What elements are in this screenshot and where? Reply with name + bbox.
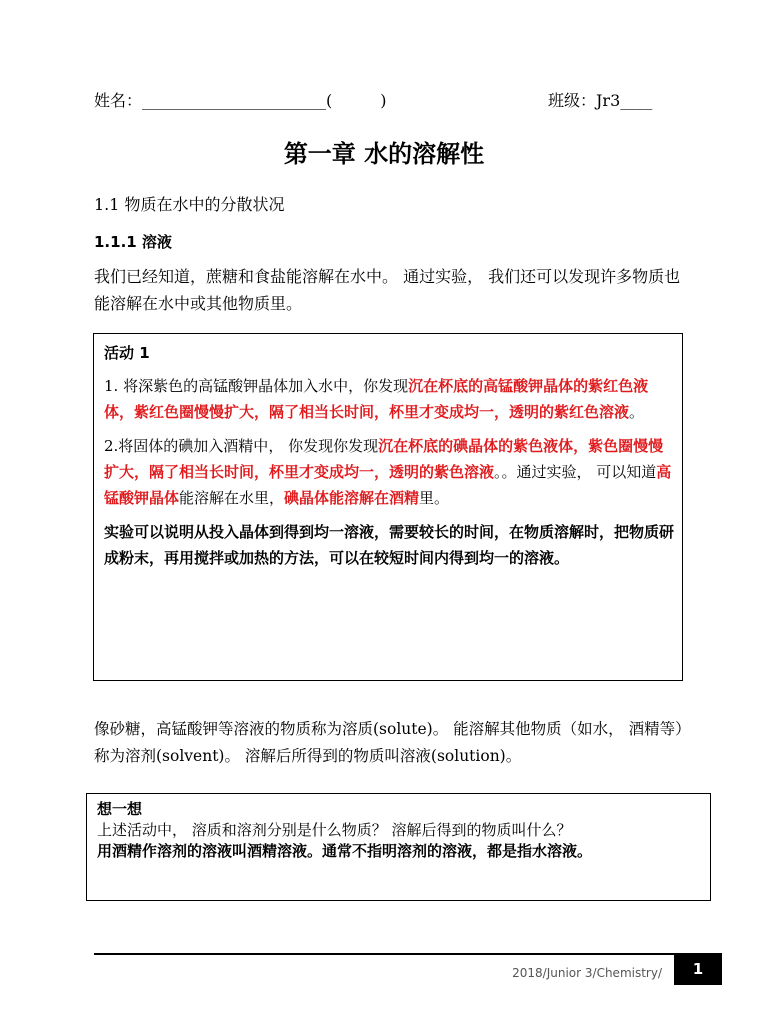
footer-divider: [94, 953, 674, 955]
class-label: 班级：: [548, 91, 597, 110]
activity-item-2-end: 里。: [419, 489, 450, 507]
think-answer: 用酒精作溶剂的溶液叫酒精溶液。通常不指明溶剂的溶液，都是指水溶液。: [97, 842, 593, 860]
page-number: 1: [674, 953, 722, 985]
activity-item-2-answer-2: 高锰酸钾晶体: [104, 463, 672, 507]
chapter-title: 第一章 水的溶解性: [283, 140, 485, 168]
activity-item-2-text-1: 。。通过实验， 可以知道: [494, 463, 657, 481]
activity-box: [93, 333, 683, 681]
footer-label: 2018/Junior 3/Chemistry/: [512, 966, 662, 980]
activity-item-1: [104, 373, 674, 425]
think-title: 想一想: [97, 800, 143, 818]
activity-item-1-end: 。: [629, 403, 645, 421]
activity-item-1-prompt: 1. 将深紫色的高锰酸钾晶体加入水中，你发现: [104, 377, 409, 395]
name-blank: _______________________( ): [142, 91, 387, 110]
definition-paragraph: 像砂糖，高锰酸钾等溶液的物质称为溶质(solute)。 能溶解其他物质（如水， 酒精等）称为溶剂(solvent)。 溶解后所得到的物质叫溶液(solution)。: [94, 720, 691, 765]
name-label: 姓名：: [94, 91, 143, 110]
think-question: 上述活动中， 溶质和溶剂分别是什么物质？ 溶解后得到的物质叫什么？: [97, 821, 572, 839]
think-box: [86, 793, 711, 901]
intro-paragraph: 我们已经知道，蔗糖和食盐能溶解在水中。 通过实验， 我们还可以发现许多物质也能溶解在水中或其他物质里。: [94, 267, 681, 313]
activity-item-2-text-2: 能溶解在水里，: [179, 489, 285, 507]
activity-item-2-prompt: 2.将固体的碘加入酒精中， 你发现你发现: [104, 437, 379, 455]
subsection-heading: 1.1.1 溶液: [94, 233, 172, 251]
class-value: Jr3____: [596, 91, 653, 110]
activity-item-2-answer-3: 碘晶体能溶解在酒精: [284, 489, 420, 507]
name-field: [94, 88, 387, 111]
section-heading: 1.1 物质在水中的分散状况: [94, 195, 285, 214]
activity-item-2-answer-1: 沉在杯底的碘晶体的紫色液体，紫色圈慢慢扩大，隔了相当长时间，杯里才变成均一，透明的紫色溶液: [104, 437, 664, 481]
activity-conclusion: 实验可以说明从投入晶体到得到均一溶液，需要较长的时间，在物质溶解时，把物质研成粉末，再用搅拌或加热的方法，可以在较短时间内得到均一的溶液。: [104, 523, 675, 567]
activity-item-1-answer: 沉在杯底的高锰酸钾晶体的紫红色液体，紫红色圈慢慢扩大，隔了相当长时间，杯里才变成均一，透明的紫红色溶液: [104, 377, 649, 421]
class-field: [548, 88, 652, 111]
activity-title: 活动 1: [104, 344, 150, 362]
activity-item-2: [104, 433, 674, 511]
